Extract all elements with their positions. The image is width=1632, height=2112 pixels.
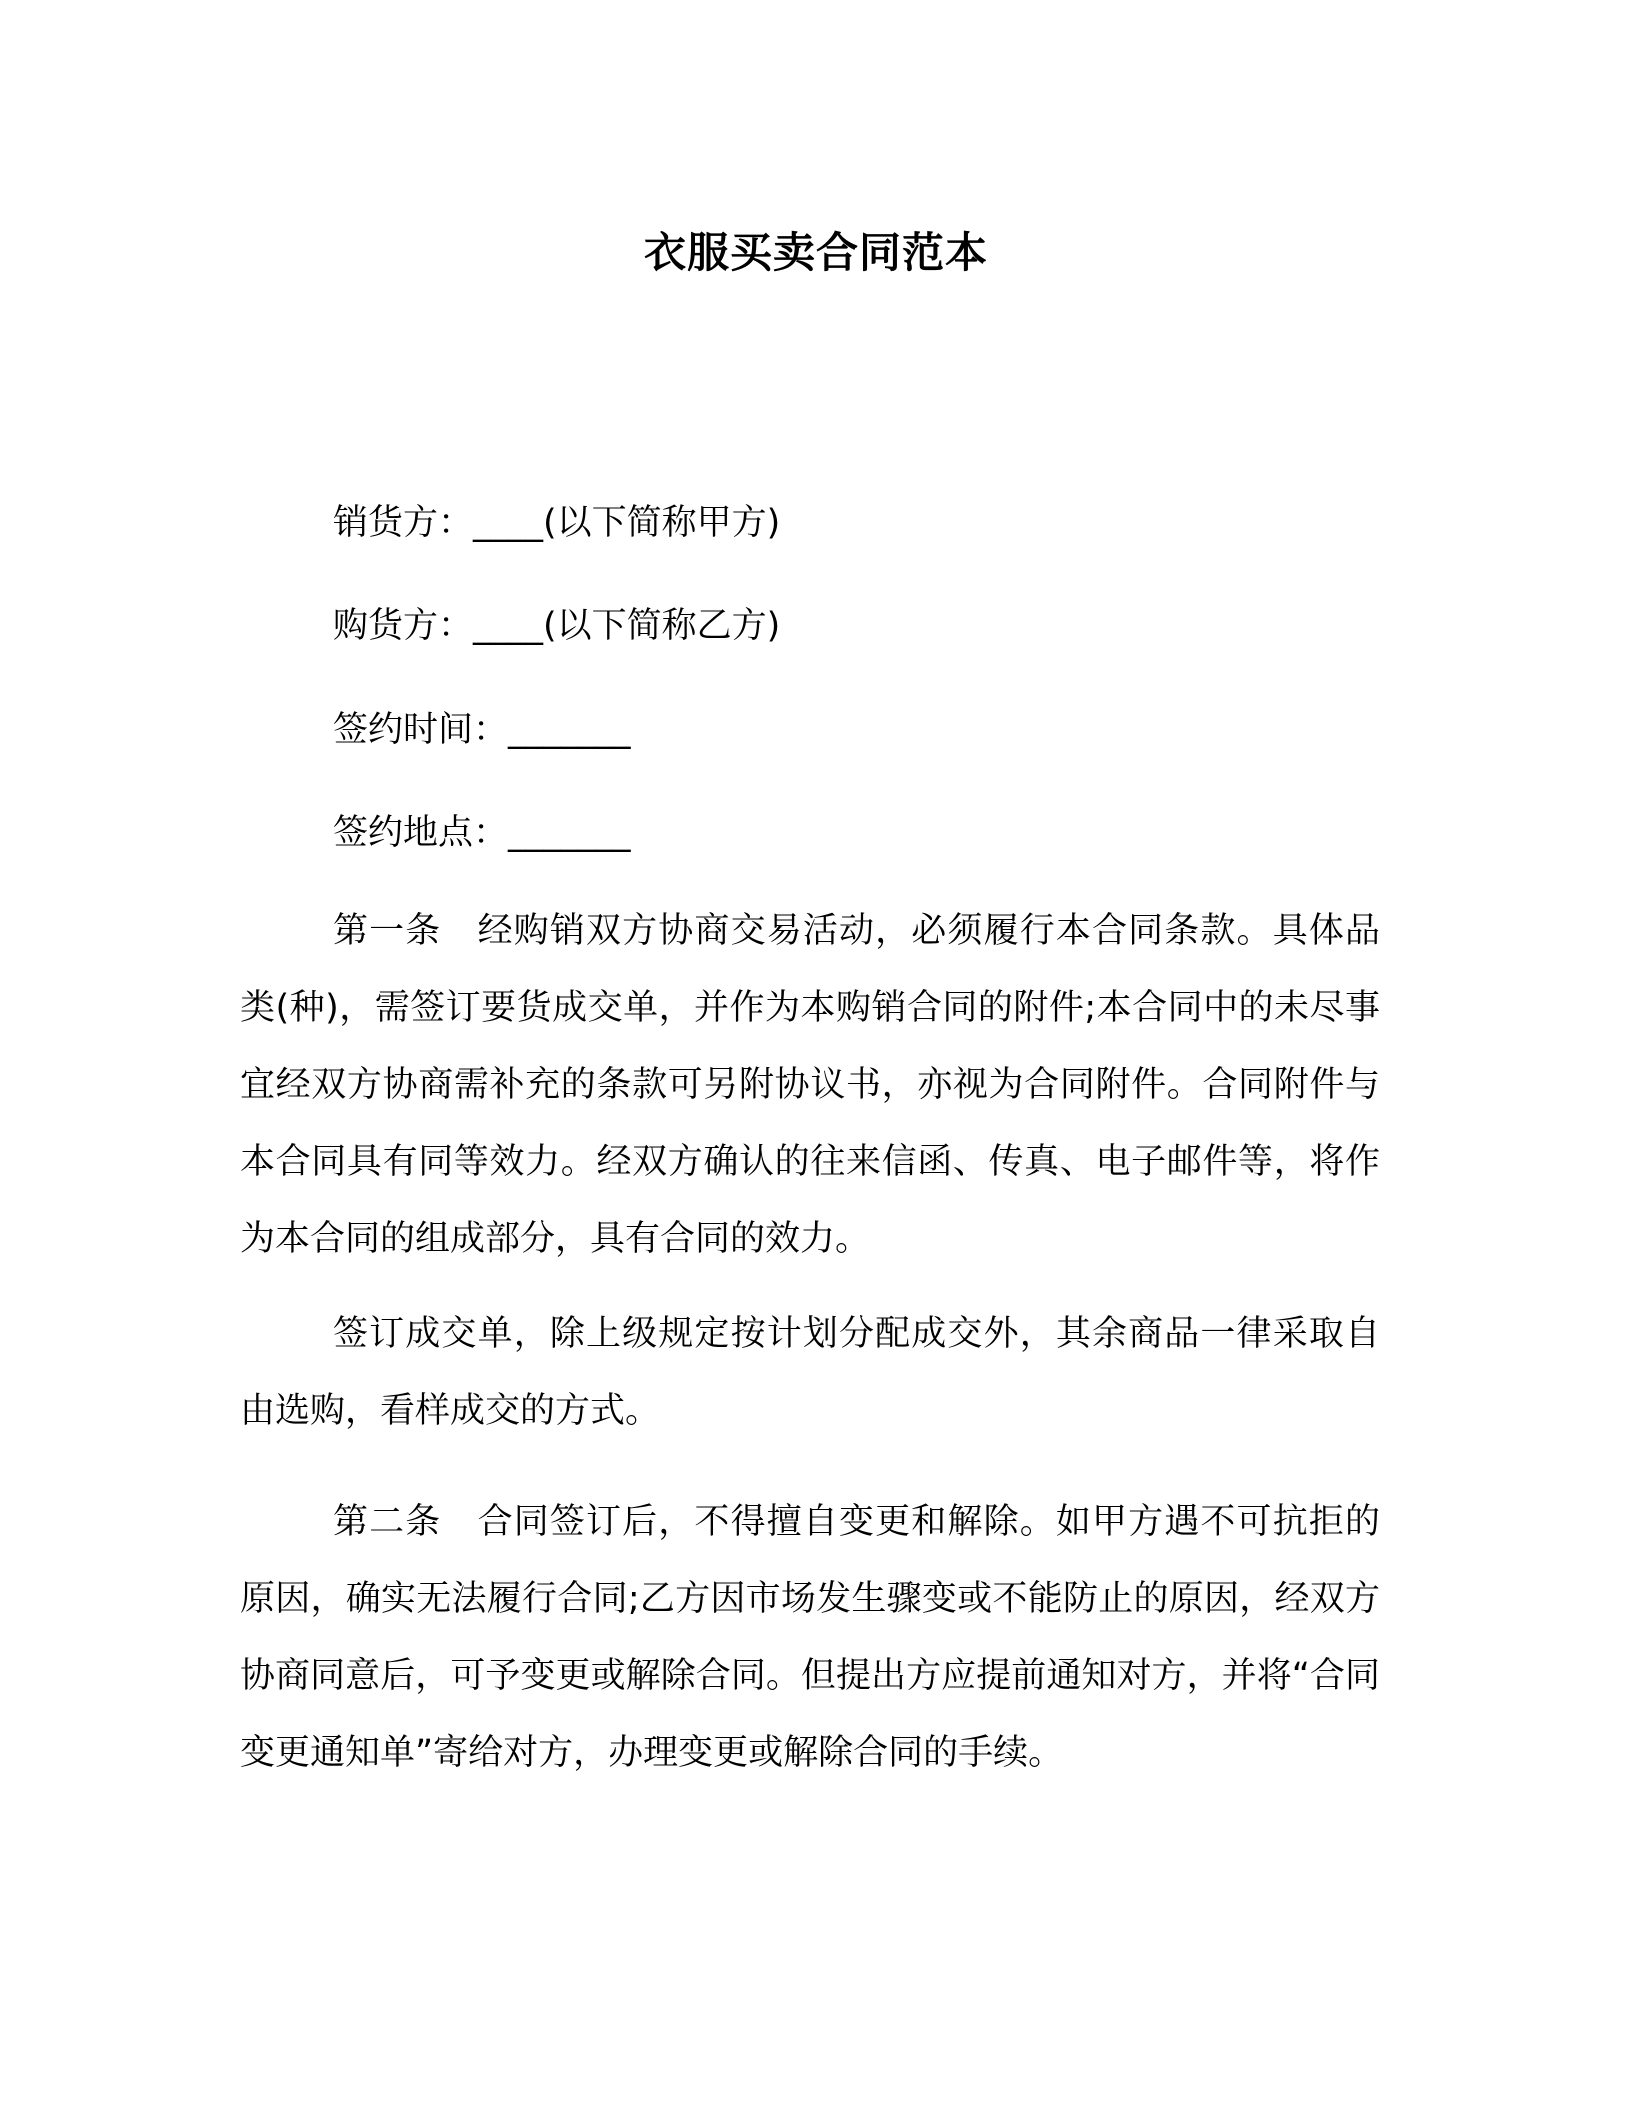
article-one-paragraph: 第一条 经购销双方协商交易活动，必须履行本合同条款。具体品类(种)，需签订要货成交单，并作为本购销合同的附件;本合同中的未尽事宜经双方协商需补充的条款可另附协议书，亦视为合同附件。合同附件与本合同具有同等效力。经双方确认的往来信函、传真、电子邮件等，将作为本合同的组成部分，具有合同的效力。 xyxy=(240,911,1380,1259)
signing-time-field: 签约时间：_______ xyxy=(333,710,631,750)
article-two-paragraph: 第二条 合同签订后，不得擅自变更和解除。如甲方遇不可抗拒的原因，确实无法履行合同;乙方因市场发生骤变或不能防止的原因，经双方协商同意后，可予变更或解除合同。但提出方应提前通知对方，并将“合同变更通知单”寄给对方，办理变更或解除合同的手续。 xyxy=(240,1502,1380,1773)
seller-field: 销货方：____(以下简称甲方) xyxy=(333,503,781,543)
signing-place-field: 签约地点：_______ xyxy=(333,813,631,853)
document-title: 衣服买卖合同范本 xyxy=(643,228,988,277)
order-form-paragraph: 签订成交单，除上级规定按计划分配成交外，其余商品一律采取自由选购，看样成交的方式。 xyxy=(240,1314,1380,1431)
buyer-field: 购货方：____(以下简称乙方) xyxy=(333,606,781,646)
